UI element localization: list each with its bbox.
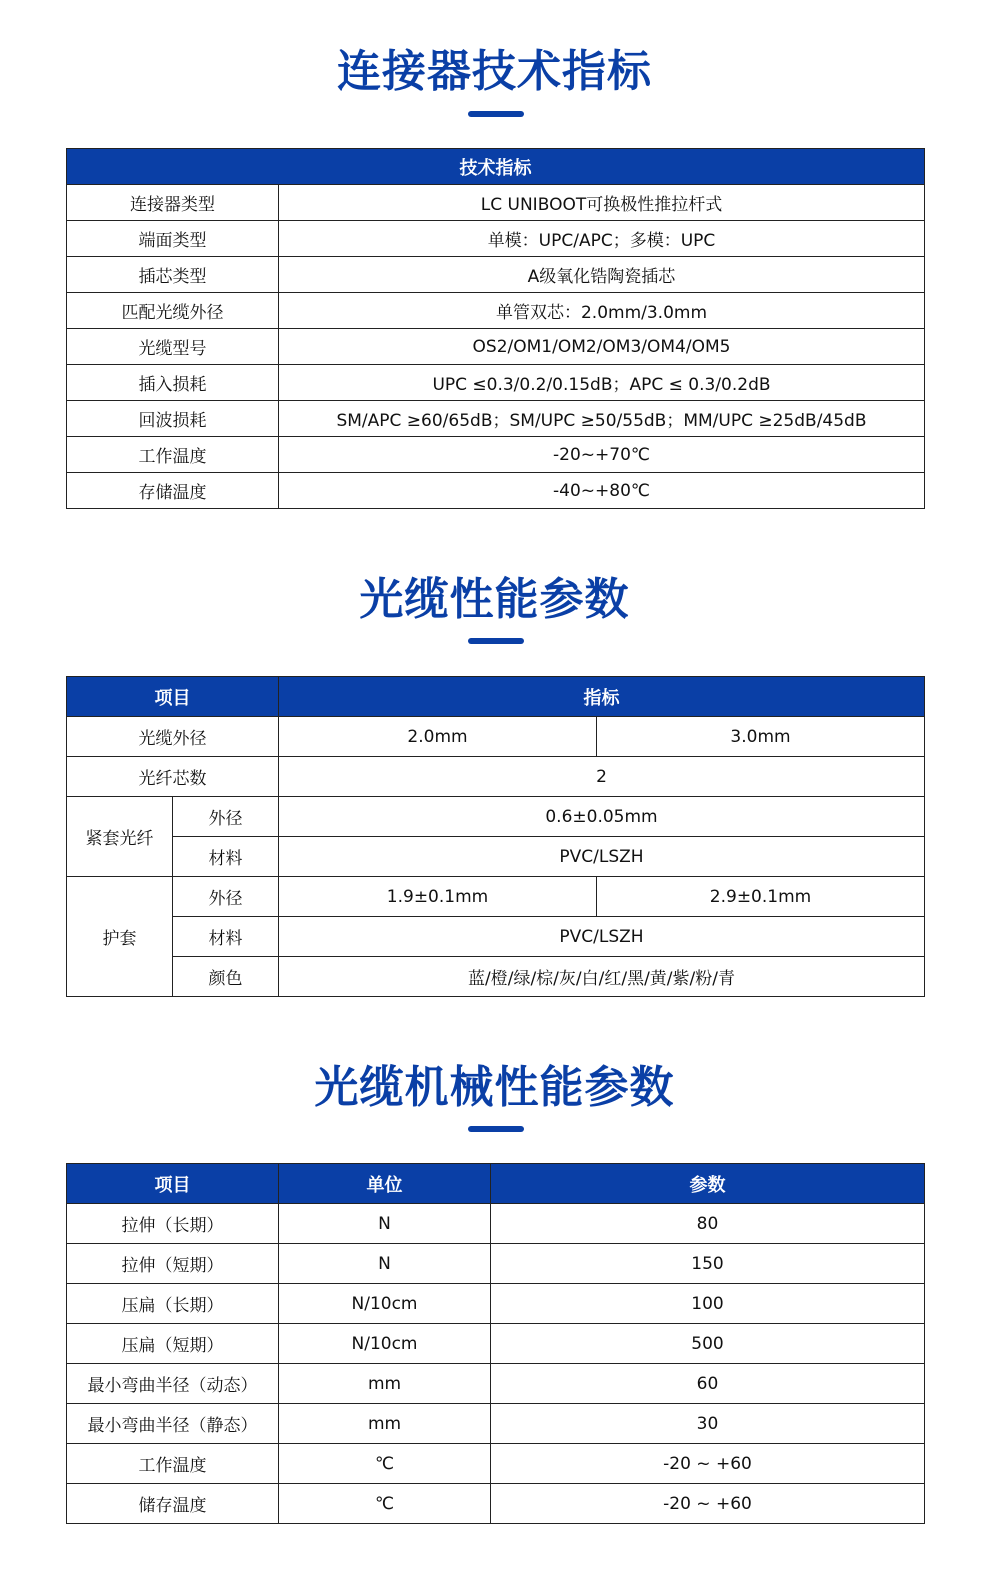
row-unit: mm [279, 1404, 491, 1444]
title-underline [468, 638, 524, 644]
header-item: 项目 [67, 1164, 279, 1204]
cable-performance-title: 光缆性能参数 [359, 574, 630, 625]
table-header-row [67, 677, 925, 717]
row-value: 2.0mm [279, 717, 597, 757]
row-label: 端面类型 [67, 221, 279, 257]
header-item: 项目 [67, 677, 279, 717]
row-value: 单模：UPC/APC；多模：UPC [279, 221, 925, 257]
table-row [67, 1324, 925, 1364]
table-row [67, 917, 925, 957]
table-row [67, 757, 925, 797]
group-label: 护套 [67, 877, 173, 997]
row-item: 储存温度 [67, 1484, 279, 1524]
table-row [67, 1244, 925, 1284]
table-row [67, 1364, 925, 1404]
row-label: 材料 [173, 837, 279, 877]
header-unit: 单位 [279, 1164, 491, 1204]
title-underline [468, 1126, 524, 1132]
table-row [67, 1284, 925, 1324]
table-row [67, 221, 925, 257]
table-row [67, 1484, 925, 1524]
row-value: 3.0mm [597, 717, 925, 757]
table-row [67, 957, 925, 997]
row-label: 匹配光缆外径 [67, 293, 279, 329]
header-param: 参数 [491, 1164, 925, 1204]
row-value: 500 [491, 1324, 925, 1364]
table-row [67, 437, 925, 473]
row-value: PVC/LSZH [279, 837, 925, 877]
cable-mechanical-table [66, 1163, 925, 1524]
row-label: 外径 [173, 877, 279, 917]
row-value: PVC/LSZH [279, 917, 925, 957]
row-value: 60 [491, 1364, 925, 1404]
table-header: 技术指标 [67, 149, 925, 185]
row-item: 最小弯曲半径（静态） [67, 1404, 279, 1444]
row-value: UPC ≤0.3/0.2/0.15dB；APC ≤ 0.3/0.2dB [279, 365, 925, 401]
row-label: 插芯类型 [67, 257, 279, 293]
table-row [67, 401, 925, 437]
row-value: -20 ~ +60 [491, 1484, 925, 1524]
row-value: 2.9±0.1mm [597, 877, 925, 917]
row-unit: N [279, 1244, 491, 1284]
connector-spec-title: 连接器技术指标 [337, 46, 652, 97]
table-row [67, 877, 925, 917]
table-row [67, 185, 925, 221]
row-unit: N/10cm [279, 1324, 491, 1364]
table-row [67, 837, 925, 877]
table-row [67, 1404, 925, 1444]
table-row [67, 329, 925, 365]
row-value: 150 [491, 1244, 925, 1284]
row-unit: N/10cm [279, 1284, 491, 1324]
cable-mechanical-title: 光缆机械性能参数 [314, 1062, 675, 1113]
table-row [67, 257, 925, 293]
row-value: 80 [491, 1204, 925, 1244]
row-label: 工作温度 [67, 437, 279, 473]
row-label: 光缆外径 [67, 717, 279, 757]
table-row [67, 365, 925, 401]
row-value: 蓝/橙/绿/棕/灰/白/红/黑/黄/紫/粉/青 [279, 957, 925, 997]
row-value: OS2/OM1/OM2/OM3/OM4/OM5 [279, 329, 925, 365]
connector-spec-table [66, 148, 925, 509]
row-label: 回波损耗 [67, 401, 279, 437]
row-item: 工作温度 [67, 1444, 279, 1484]
row-label: 材料 [173, 917, 279, 957]
row-item: 最小弯曲半径（动态） [67, 1364, 279, 1404]
title-underline [468, 111, 524, 117]
row-unit: N [279, 1204, 491, 1244]
row-value: -20 ~ +60 [491, 1444, 925, 1484]
row-value: LC UNIBOOT可换极性推拉杆式 [279, 185, 925, 221]
table-row [67, 717, 925, 757]
row-label: 光纤芯数 [67, 757, 279, 797]
table-row [67, 1204, 925, 1244]
row-value: SM/APC ≥60/65dB；SM/UPC ≥50/55dB；MM/UPC ≥25dB/45dB [279, 401, 925, 437]
group-label: 紧套光纤 [67, 797, 173, 877]
row-value: 100 [491, 1284, 925, 1324]
row-label: 外径 [173, 797, 279, 837]
row-item: 拉伸（长期） [67, 1204, 279, 1244]
row-label: 插入损耗 [67, 365, 279, 401]
row-value: -40~+80℃ [279, 473, 925, 509]
row-unit: ℃ [279, 1484, 491, 1524]
row-value: 2 [279, 757, 925, 797]
header-spec: 指标 [279, 677, 925, 717]
row-item: 压扁（短期） [67, 1324, 279, 1364]
row-value: A级氧化锆陶瓷插芯 [279, 257, 925, 293]
table-row [67, 293, 925, 329]
table-header-row [67, 149, 925, 185]
row-label: 存储温度 [67, 473, 279, 509]
row-value: 1.9±0.1mm [279, 877, 597, 917]
row-value: 0.6±0.05mm [279, 797, 925, 837]
cable-performance-table [66, 676, 925, 997]
row-label: 连接器类型 [67, 185, 279, 221]
table-row [67, 473, 925, 509]
row-value: 30 [491, 1404, 925, 1444]
row-item: 拉伸（短期） [67, 1244, 279, 1284]
row-label: 光缆型号 [67, 329, 279, 365]
table-header-row [67, 1164, 925, 1204]
row-unit: ℃ [279, 1444, 491, 1484]
row-value: -20~+70℃ [279, 437, 925, 473]
table-row [67, 797, 925, 837]
row-item: 压扁（长期） [67, 1284, 279, 1324]
row-unit: mm [279, 1364, 491, 1404]
row-label: 颜色 [173, 957, 279, 997]
row-value: 单管双芯：2.0mm/3.0mm [279, 293, 925, 329]
table-row [67, 1444, 925, 1484]
